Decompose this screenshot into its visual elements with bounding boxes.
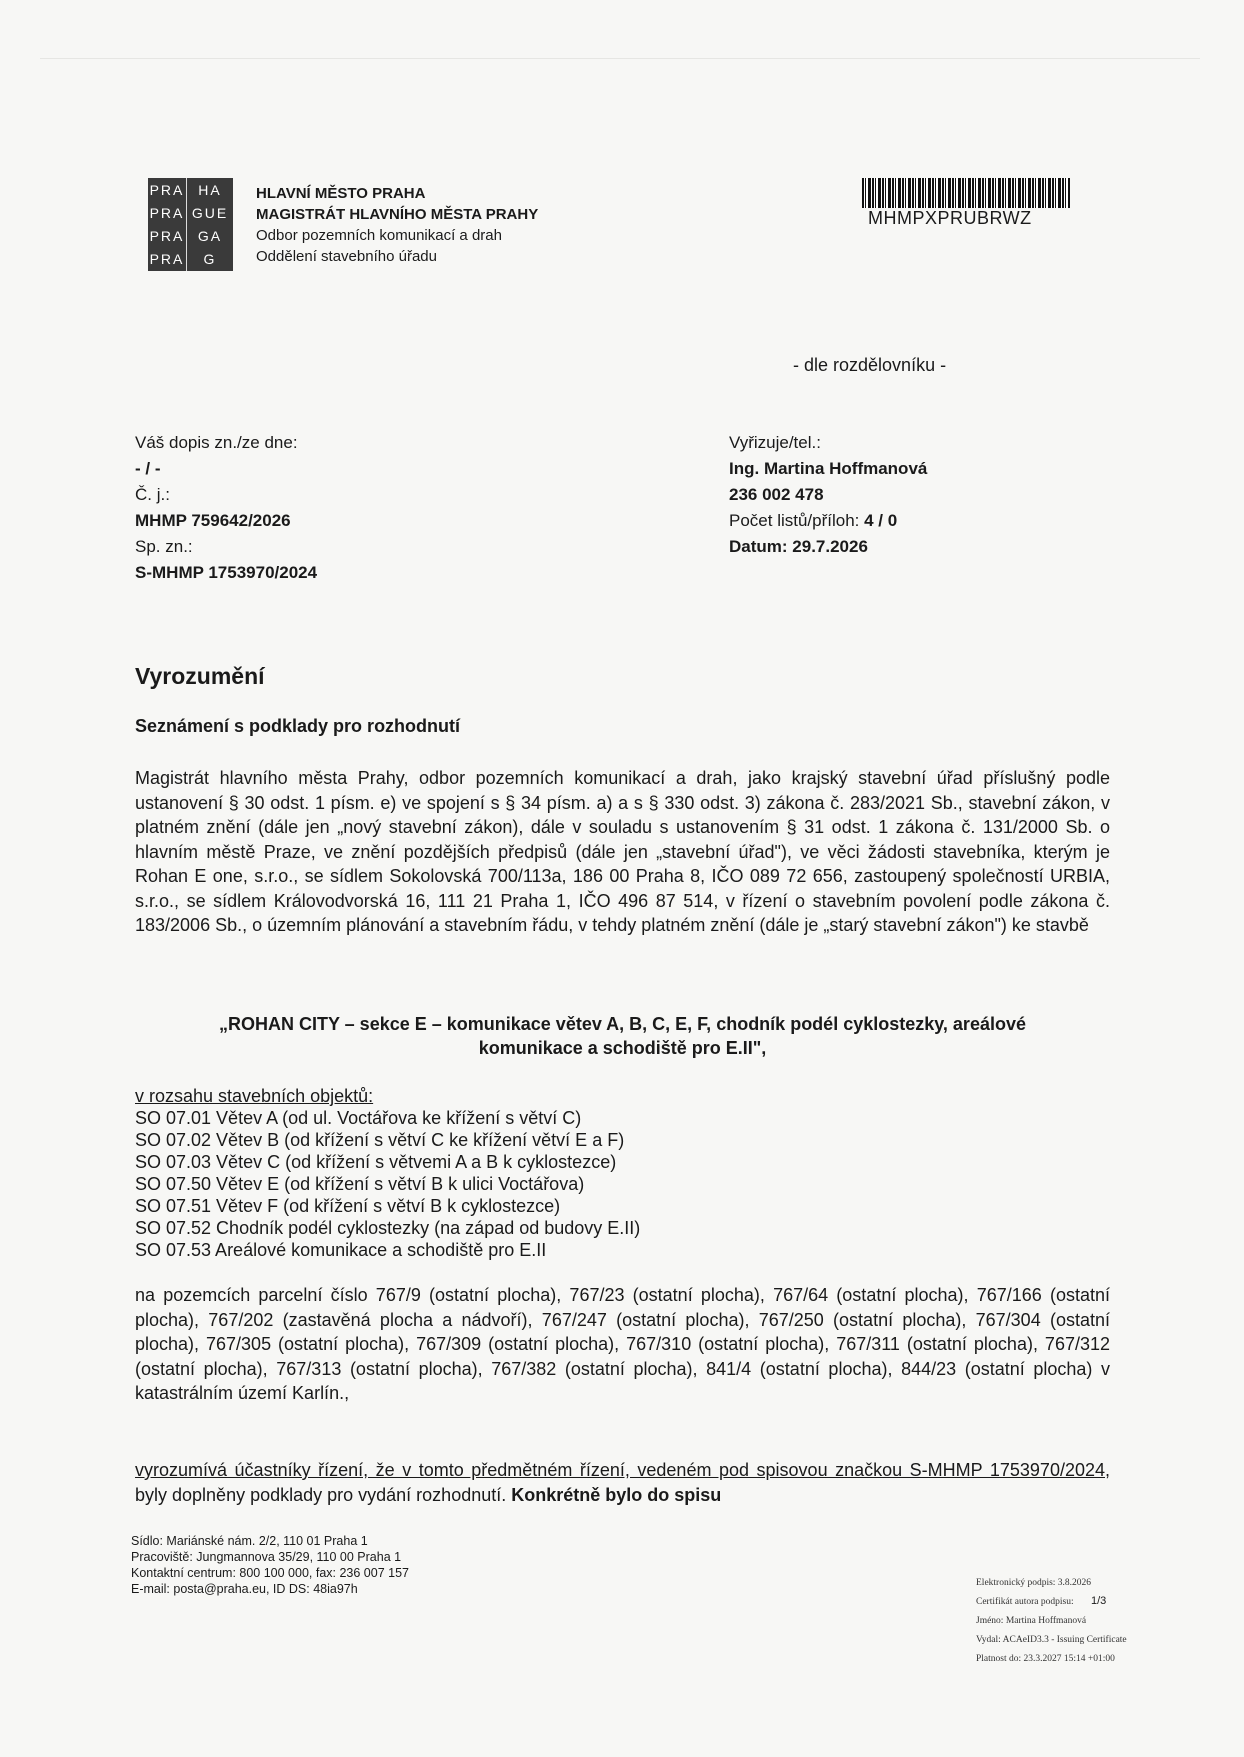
list-item: SO 07.03 Větev C (od křížení s větvemi A a B k cyklostezce) [135,1152,617,1172]
objects-heading: v rozsahu stavebních objektů: [135,1086,374,1106]
org-line: Oddělení stavebního úřadu [256,248,437,265]
project-name [135,1012,1110,1060]
logo-cell: GA [197,228,223,245]
logo-cell: HA [198,181,222,198]
sheets-value: 4 / 0 [864,511,898,530]
sheets-label: Počet listů/příloh: [729,511,865,530]
electronic-signature [976,1574,1127,1669]
your-letter-value: - / - [135,459,161,478]
file-label: Sp. zn.: [135,537,193,556]
org-line: Odbor pozemních komunikací a drah [256,227,502,244]
list-item: SO 07.53 Areálové komunikace a schodiště pro E.II [135,1240,547,1260]
logo-cell: PRA [149,181,185,198]
notice-bold: Konkrétně bylo do spisu [511,1484,722,1505]
handler-label: Vyřizuje/tel.: [729,433,821,452]
list-item: SO 07.02 Větev B (od křížení s větví C ke křížení větví E a F) [135,1130,625,1150]
footer-line: Pracoviště: Jungmannova 35/29, 110 00 Praha 1 [131,1550,402,1564]
ref-value: MHMP 759642/2026 [135,511,291,530]
document-title: Vyrozumění [135,663,265,689]
sheets-line [729,508,927,534]
footer-line: E-mail: posta@praha.eu, ID DS: 48ia97h [131,1582,358,1596]
date-line [729,534,927,560]
footer-line: Kontaktní centrum: 800 100 000, fax: 236 007 157 [131,1566,409,1580]
handler-phone: 236 002 478 [729,485,824,504]
ref-label: Č. j.: [135,485,170,504]
logo-cell: GUE [191,204,229,221]
signature-line: Platnost do: 23.3.2027 15:14 +01:00 [976,1654,1115,1664]
organization-block [256,183,538,267]
signature-line: Jméno: Martina Hoffmanová [976,1616,1087,1626]
list-item: SO 07.52 Chodník podél cyklostezky (na západ od budovy E.II) [135,1218,641,1238]
logo-cell: PRA [149,228,185,245]
list-item: SO 07.50 Větev E (od křížení s větví B k ulici Voctářova) [135,1174,585,1194]
signature-line: Vydal: ACAeID3.3 - Issuing Certificate [976,1635,1127,1645]
page-number: 1/3 [1091,1595,1107,1607]
notice-text: byly doplněny podklady pro vydání rozhodnutí. [135,1484,512,1505]
handler-block [729,430,927,560]
project-line: komunikace a schodiště pro E.II", [478,1038,767,1058]
list-item: SO 07.01 Větev A (od ul. Voctářova ke křížení s větví C) [135,1108,582,1128]
recipient: - dle rozdělovníku - [793,355,947,375]
logo-cell: PRA [149,204,185,221]
org-line: MAGISTRÁT HLAVNÍHO MĚSTA PRAHY [256,206,539,223]
document-subtitle: Seznámení s podklady pro rozhodnutí [135,716,461,736]
notice-underlined: vyrozumívá účastníky řízení, že v tomto předmětném řízení, vedeném pod spisovou značkou S-MHMP 1753970/2024, [135,1460,1110,1480]
prague-logo [148,178,233,271]
logo-cell: PRA [149,251,185,268]
org-line: HLAVNÍ MĚSTO PRAHA [256,185,426,202]
paragraph-intro: Magistrát hlavního města Prahy, odbor pozemních komunikací a drah, jako krajský stavební úřad příslušný podle ustanovení § 30 odst. 1 písm. e) ve spojení s § 34 písm. a) a s § 330 odst. 3) zákona č. 283/2021 Sb., stavební zákon, v platném znění (dále jen „nový stavební zákon), dále v souladu s ustanovením § 31 odst. 1 zákona č. 131/2000 Sb. o hlavním městě Praze, ve znění pozdějších předpisů (dále jen „stavební úřad"), ve věci žádosti stavebníka, kterým je Rohan E one, s.r.o., se sídlem Sokolovská 700/113a, 186 00 Praha 8, IČO 089 72 656, zastoupený společností URBIA, s.r.o., se sídlem Královodvorská 16, 111 21 Praha 1, IČO 496 87 514, v řízení o stavebním povolení podle zákona č. 183/2006 Sb., o územním plánování a stavebním řádu, v tehdy platném znění (dále je „starý stavební zákon") ke stavbě [135,768,1110,935]
logo-cell: G [203,251,217,268]
footer-line: Sídlo: Mariánské nám. 2/2, 110 01 Praha 1 [131,1534,368,1548]
file-value: S-MHMP 1753970/2024 [135,563,318,582]
handler-name: Ing. Martina Hoffmanová [729,459,928,478]
paragraph-parcels: na pozemcích parcelní číslo 767/9 (ostatní plocha), 767/23 (ostatní plocha), 767/64 (ostatní plocha), 767/166 (ostatní plocha), 767/202 (zastavěná plocha a nádvoří), 767/247 (ostatní plocha), 767/250 (ostatní plocha), 767/304 (ostatní plocha), 767/305 (ostatní plocha), 767/309 (ostatní plocha), 767/310 (ostatní plocha), 767/311 (ostatní plocha), 767/312 (ostatní plocha), 767/313 (ostatní plocha), 767/382 (ostatní plocha), 841/4 (ostatní plocha), 844/23 (ostatní plocha) v katastrálním území Karlín., [135,1285,1110,1403]
signature-line: Elektronický podpis: 3.8.2026 [976,1578,1092,1588]
scan-edge-line [40,58,1200,59]
date-value: 29.7.2026 [792,537,868,556]
signature-line: Certifikát autora podpisu: [976,1597,1074,1607]
reference-block [135,430,317,586]
list-item: SO 07.51 Větev F (od křížení s větví B k cyklostezce) [135,1196,561,1216]
objects-list [135,1085,640,1261]
paragraph-notice [135,1458,1110,1507]
your-letter-label: Váš dopis zn./ze dne: [135,433,298,452]
footer-contacts [131,1533,409,1597]
date-label: Datum: [729,537,793,556]
barcode-text: MHMPXPRUBRWZ [868,208,1032,228]
barcode [862,178,1070,208]
project-line: „ROHAN CITY – sekce E – komunikace větev A, B, C, E, F, chodník podél cyklostezky, areálové [219,1014,1026,1034]
